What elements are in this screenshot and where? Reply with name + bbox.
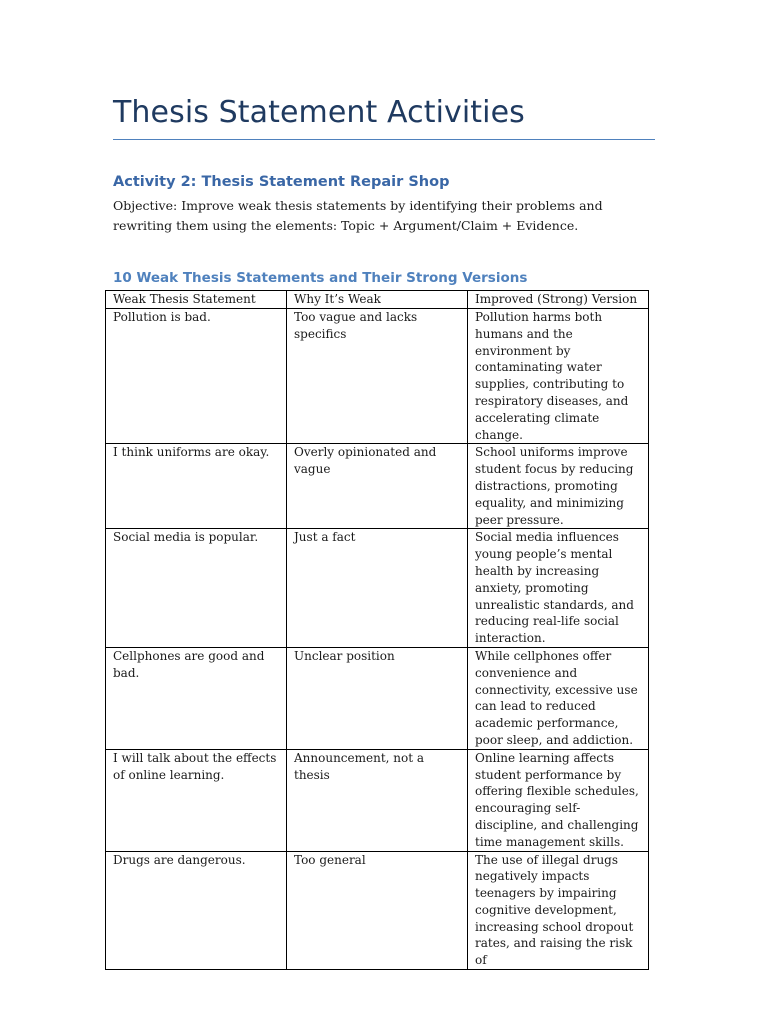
cell-improved-version: The use of illegal drugs negatively impacts teenagers by impairing cognitive development, increasing school dropout rates, and raising the risk of	[468, 851, 649, 970]
cell-weak-thesis: Cellphones are good and bad.	[106, 647, 287, 749]
cell-why-weak: Overly opinionated and vague	[287, 444, 468, 529]
cell-weak-thesis: Drugs are dangerous.	[106, 851, 287, 970]
header-improved-version: Improved (Strong) Version	[468, 291, 649, 309]
cell-improved-version: Online learning affects student performance by offering flexible schedules, encouraging self-discipline, and challenging time management skills.	[468, 749, 649, 851]
cell-why-weak: Announcement, not a thesis	[287, 749, 468, 851]
cell-why-weak: Too general	[287, 851, 468, 970]
header-why-weak: Why It’s Weak	[287, 291, 468, 309]
table-row	[106, 749, 649, 851]
header-weak-thesis: Weak Thesis Statement	[106, 291, 287, 309]
table-row	[106, 444, 649, 529]
table-row	[106, 851, 649, 970]
activity-heading: Activity 2: Thesis Statement Repair Shop	[113, 174, 450, 190]
table-header-row	[106, 291, 649, 309]
table-row	[106, 529, 649, 648]
cell-improved-version: Pollution harms both humans and the environment by contaminating water supplies, contributing to respiratory diseases, and accelerating climate change.	[468, 309, 649, 444]
table-row	[106, 647, 649, 749]
cell-improved-version: While cellphones offer convenience and connectivity, excessive use can lead to reduced academic performance, poor sleep, and addiction.	[468, 647, 649, 749]
cell-weak-thesis: I think uniforms are okay.	[106, 444, 287, 529]
cell-improved-version: School uniforms improve student focus by reducing distractions, promoting equality, and minimizing peer pressure.	[468, 444, 649, 529]
cell-why-weak: Just a fact	[287, 529, 468, 648]
section-heading: 10 Weak Thesis Statements and Their Strong Versions	[113, 270, 528, 286]
thesis-table	[105, 290, 649, 970]
cell-weak-thesis: I will talk about the effects of online learning.	[106, 749, 287, 851]
cell-weak-thesis: Social media is popular.	[106, 529, 287, 648]
table-row	[106, 309, 649, 444]
cell-weak-thesis: Pollution is bad.	[106, 309, 287, 444]
cell-why-weak: Too vague and lacks specifics	[287, 309, 468, 444]
document-title: Thesis Statement Activities	[113, 95, 525, 130]
cell-improved-version: Social media influences young people’s mental health by increasing anxiety, promoting unrealistic standards, and reducing real-life social interaction.	[468, 529, 649, 648]
title-underline	[113, 139, 655, 140]
objective-paragraph: Objective: Improve weak thesis statements by identifying their problems and rewriting them using the elements: Topic + Argument/Claim + Evidence.	[113, 198, 603, 233]
cell-why-weak: Unclear position	[287, 647, 468, 749]
